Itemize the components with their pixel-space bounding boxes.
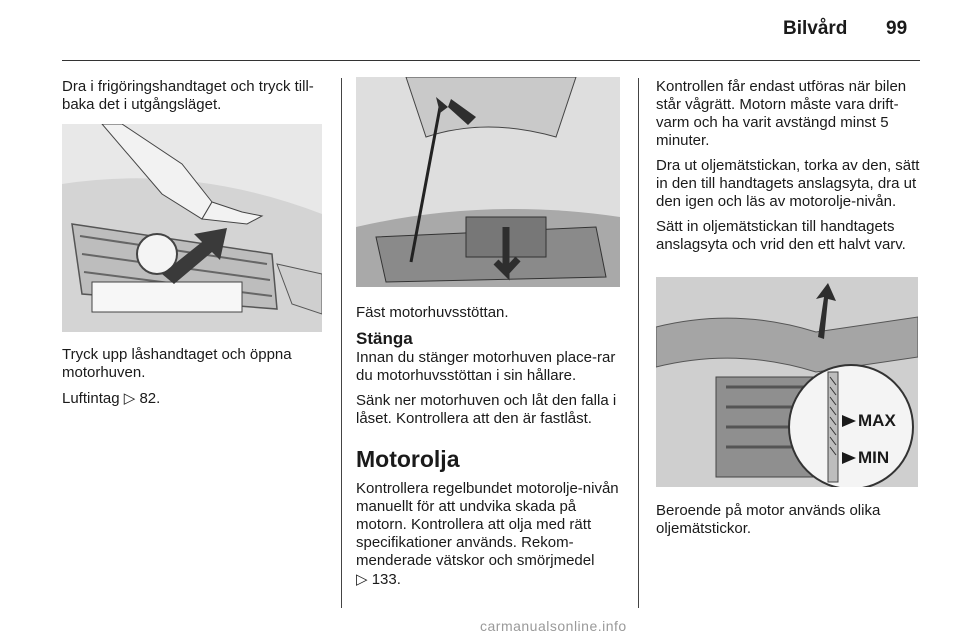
- column-1-lower: [62, 346, 326, 415]
- reference-label: Luftintag: [62, 390, 120, 407]
- column-3: [656, 78, 924, 261]
- column-divider-1: [341, 78, 342, 608]
- instruction-level-car: Kontrollen får endast utföras när bilen står vågrätt. Motorn måste vara drift-varm och ha varit avstängd minst 5 minuter.: [656, 78, 907, 149]
- column-2: [356, 304, 624, 596]
- figure-hood-release: [62, 124, 322, 332]
- triangle-right-outline-icon: ▷: [123, 389, 136, 407]
- section-heading-close: Stänga: [356, 329, 413, 348]
- page-title: Bilvård: [783, 18, 848, 39]
- column-1: [62, 78, 326, 121]
- column-3-lower: [656, 502, 924, 545]
- figure-caption-dipstick: Beroende på motor används olika oljemätstickor.: [656, 502, 881, 537]
- figure-hood-strut: [356, 77, 620, 287]
- reference-page-link[interactable]: 133.: [371, 571, 401, 588]
- instruction-release-handle: Dra i frigöringshandtaget och tryck till-baka det i utgångsläget.: [62, 78, 314, 113]
- column-divider-2: [638, 78, 639, 608]
- page-number: 99: [886, 18, 908, 39]
- instruction-place-strut: Innan du stänger motorhuven place-rar du motorhuvsstöttan i sin hållare.: [356, 349, 616, 384]
- reference-page-link[interactable]: 82.: [139, 390, 161, 407]
- dipstick-max-label: MAX: [858, 411, 896, 430]
- section-heading-engine-oil: Motorolja: [356, 446, 460, 472]
- triangle-right-outline-icon: ▷: [356, 570, 368, 588]
- instruction-close-hood: Sänk ner motorhuven och låt den falla i låset. Kontrollera att den är fastlåst.: [356, 392, 617, 427]
- watermark: carmanualsonline.info: [480, 618, 627, 634]
- instruction-read-dipstick: Dra ut oljemätstickan, torka av den, sätt in den till handtagets anslagsyta, dra ut den igen och läs av motorolje-nivån.: [656, 157, 920, 210]
- dipstick-min-label: MIN: [858, 448, 890, 467]
- header-divider: [62, 60, 920, 61]
- instruction-insert-dipstick: Sätt in oljemätstickan till handtagets anslagsyta och vrid den ett halvt varv.: [656, 218, 906, 253]
- figure-caption-strut: Fäst motorhuvsstöttan.: [356, 304, 509, 321]
- instruction-open-hood: Tryck upp låshandtaget och öppna motorhuven.: [62, 346, 292, 381]
- reference-air-intake: [62, 389, 326, 408]
- instruction-check-oil: Kontrollera regelbundet motorolje-nivån manuellt för att undvika skada på motorn. Kontrollera att olja med rätt specifikationer används. Rekom-menderade vätskor och smörjmedel ▷ 133.: [356, 480, 619, 588]
- figure-dipstick: [656, 277, 918, 487]
